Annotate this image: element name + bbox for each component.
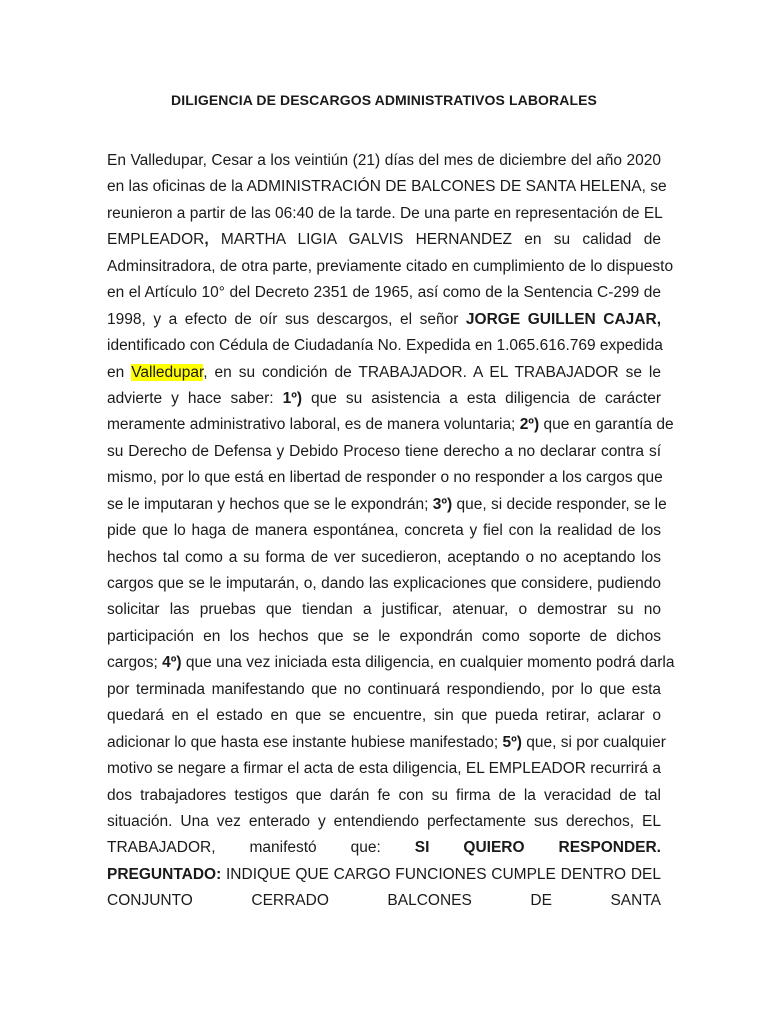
body-line: [107, 333, 661, 359]
text-run: se le imputaran y hechos que se le expondrán;: [107, 495, 433, 513]
document-body: [107, 148, 675, 915]
text-run: mismo, por lo que está en libertad de responder o no responder a los cargos que: [107, 469, 663, 487]
body-line: [107, 227, 661, 253]
body-line: [107, 597, 661, 623]
text-run: hechos tal como a su forma de ver sucedieron, aceptando o no aceptando los: [107, 548, 661, 566]
bold-text: SI QUIERO RESPONDER.: [414, 839, 661, 857]
document-title: DILIGENCIA DE DESCARGOS ADMINISTRATIVOS LABORALES: [171, 92, 597, 108]
text-run: pide que lo haga de manera espontánea, concreta y fiel con la realidad de los: [107, 522, 661, 540]
text-run: En Valledupar, Cesar a los veintiún (21) días del mes de diciembre del año 2020: [107, 152, 661, 169]
bold-text: JORGE GUILLEN CAJAR,: [465, 310, 661, 328]
text-run: cargos que se le imputarán, o, dando las explicaciones que considere, pudiendo: [107, 575, 661, 592]
body-line: [107, 545, 661, 571]
body-line: [107, 571, 661, 597]
text-run: solicitar las pruebas que tiendan a justificar, atenuar, o demostrar su no: [107, 601, 661, 619]
bold-text: 2º): [519, 416, 540, 434]
text-run: su Derecho de Defensa y Debido Proceso tiene derecho a no declarar contra sí: [107, 442, 661, 460]
body-line: [107, 201, 661, 227]
bold-text: 1º): [282, 389, 303, 407]
body-line: [107, 862, 661, 888]
text-run: INDIQUE QUE CARGO FUNCIONES CUMPLE DENTRO DEL: [221, 865, 661, 883]
text-run: EMPLEADOR: [107, 231, 205, 249]
text-run: situación. Una vez enterado y entendiendo perfectamente sus derechos, EL: [107, 812, 661, 830]
body-line: [107, 174, 667, 200]
text-run: que, si por cualquier: [521, 733, 666, 751]
text-run: meramente administrativo laboral, es de manera voluntaria;: [107, 416, 520, 434]
body-line: [107, 360, 661, 386]
bold-text: 5º): [502, 733, 522, 751]
body-line: [107, 809, 661, 835]
body-line: [107, 465, 661, 491]
highlighted-text: Valledupar: [131, 363, 204, 381]
text-run: 1998, y a efecto de oír sus descargos, el señor: [107, 310, 466, 328]
body-line: [107, 835, 661, 861]
body-line: [107, 518, 661, 544]
body-line: [107, 254, 674, 280]
body-line: [107, 148, 661, 174]
text-run: Adminsitradora, de otra parte, previamente citado en cumplimiento de lo dispuesto: [107, 257, 674, 275]
text-run: dos trabajadores testigos que darán fe con su firma de la veracidad de tal: [107, 786, 661, 804]
text-run: en el Artículo 10° del Decreto 2351 de 1965, así como de la Sentencia C-299 de: [107, 284, 661, 302]
text-run: que, si decide responder, se le: [452, 495, 667, 513]
body-line: [107, 756, 661, 782]
text-run: en las oficinas de la ADMINISTRACIÓN DE BALCONES DE SANTA HELENA, se: [107, 178, 667, 196]
text-run: CONJUNTO CERRADO BALCONES DE SANTA: [107, 892, 661, 910]
body-line: [107, 439, 661, 465]
text-run: , en su condición de TRABAJADOR. A EL TRABAJADOR se le: [203, 363, 661, 381]
bold-text: 4º): [162, 654, 182, 672]
body-line: [107, 703, 661, 729]
body-line: [107, 730, 666, 756]
bold-text: PREGUNTADO:: [107, 865, 222, 883]
text-run: participación en los hechos que se le expondrán como soporte de dichos: [107, 627, 661, 645]
body-line: [107, 783, 661, 809]
body-line: [107, 307, 661, 333]
body-line: [107, 386, 661, 412]
text-run: advierte y hace saber:: [107, 389, 283, 407]
text-run: motivo se negare a firmar el acta de esta diligencia, EL EMPLEADOR recurrirá a: [107, 760, 661, 778]
text-run: reunieron a partir de las 06:40 de la tarde. De una parte en representación de EL: [107, 204, 663, 222]
body-line: [107, 677, 661, 703]
body-line: [107, 280, 661, 306]
body-line: [107, 624, 661, 650]
text-run: identificado con Cédula de Ciudadanía No. Expedida en 1.065.616.769 expedida: [107, 337, 663, 355]
text-run: que en garantía de: [539, 416, 674, 434]
body-line: [107, 888, 661, 914]
text-run: que su asistencia a esta diligencia de carácter: [302, 389, 661, 407]
bold-text: ,: [204, 231, 209, 249]
text-run: en: [107, 363, 132, 381]
bold-text: 3º): [432, 495, 453, 513]
text-run: TRABAJADOR, manifestó que:: [107, 839, 415, 857]
body-line: [107, 412, 674, 438]
text-run: quedará en el estado en que se encuentre, sin que pueda retirar, aclarar o: [107, 707, 661, 725]
text-run: adicionar lo que hasta ese instante hubiese manifestado;: [107, 733, 503, 751]
text-run: por terminada manifestando que no continuará respondiendo, por lo que esta: [107, 680, 661, 698]
text-run: que una vez iniciada esta diligencia, en cualquier momento podrá darla: [181, 654, 675, 672]
body-line: [107, 492, 667, 518]
text-run: cargos;: [107, 654, 163, 672]
text-run: MARTHA LIGIA GALVIS HERNANDEZ en su calidad de: [208, 231, 661, 249]
body-line: [107, 650, 675, 676]
